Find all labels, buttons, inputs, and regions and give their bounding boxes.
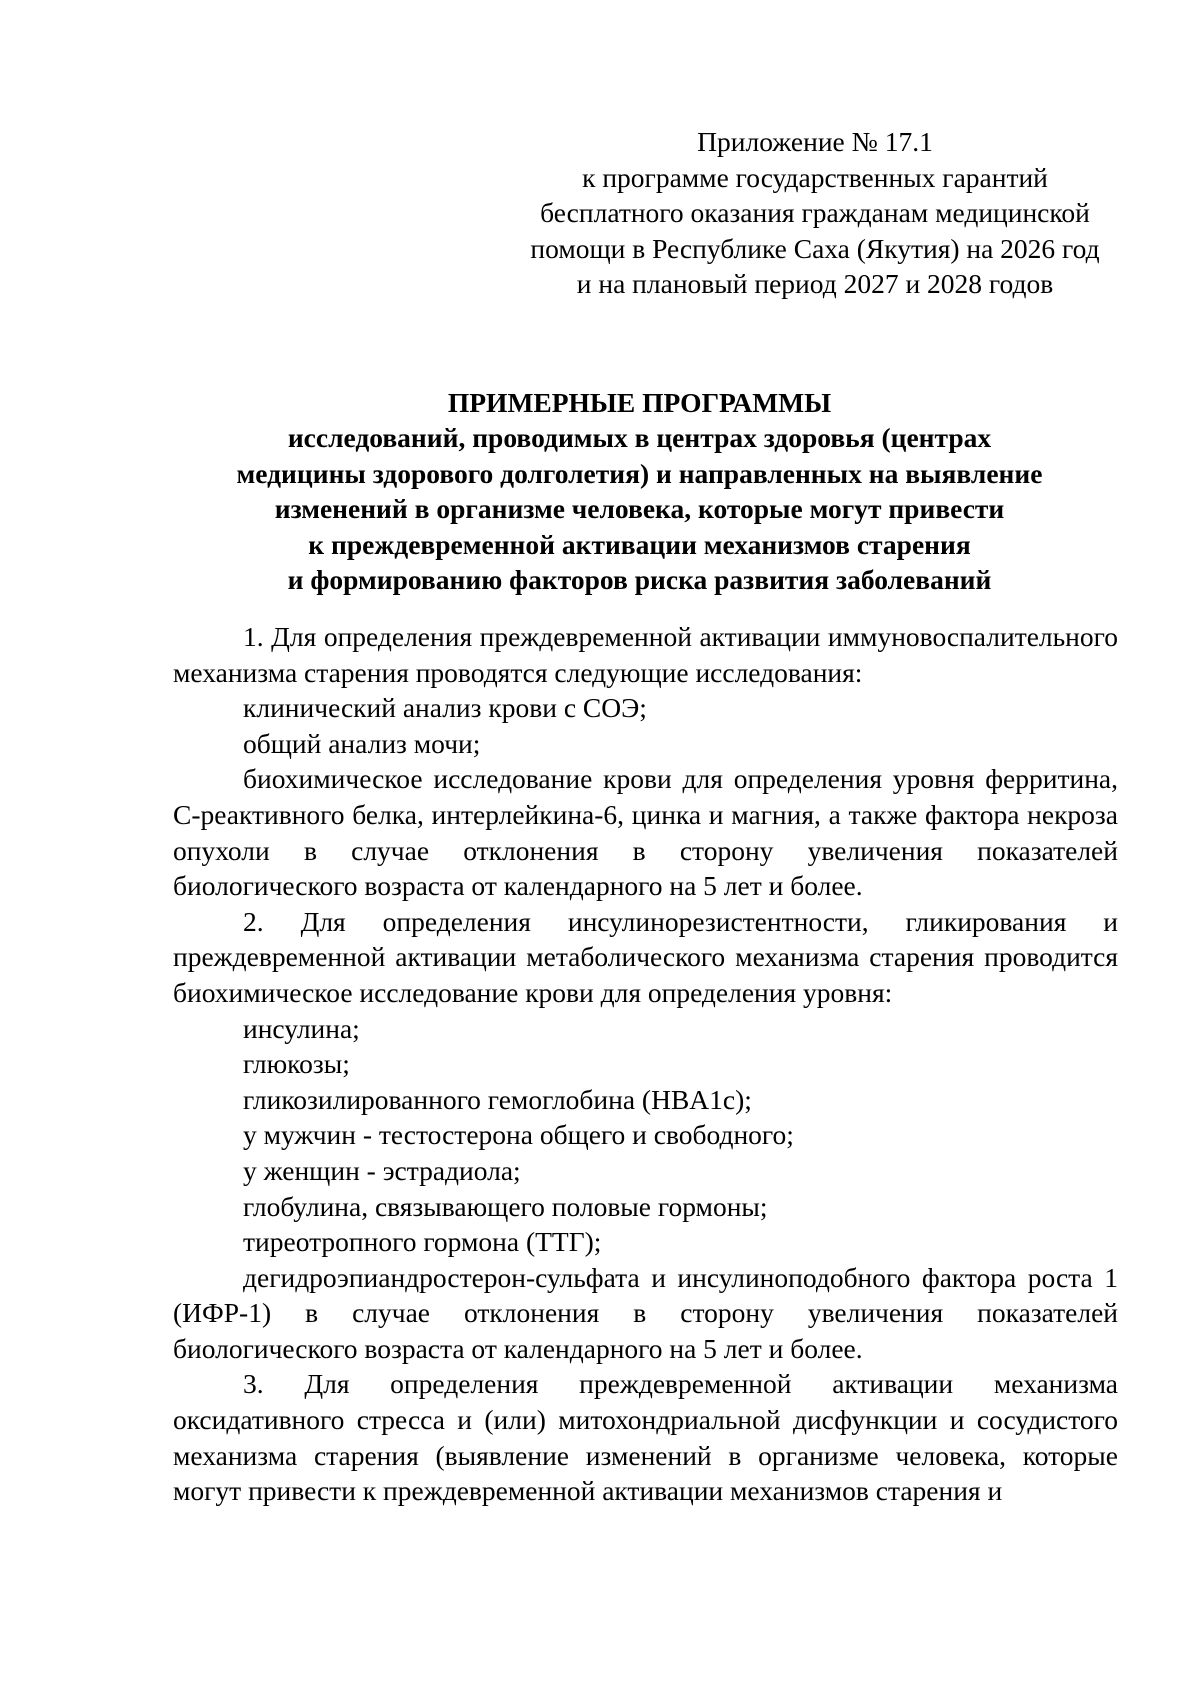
section-3-intro: 3. Для определения преждевременной активации механизма оксидативного стресса и (или) митохондриальной дисфункции и сосудистого механизма старения (выявление изменений в организме человека, которые могут привести к преждевременной активации механизмов старения и [173,1368,1118,1507]
section-2-intro: 2. Для определения инсулинорезистентности, гликирования и преждевременной активации метаболического механизма старения проводится биохимическое исследование крови для определения уровня: [173,905,1118,1008]
list-item: у женщин - эстрадиола; [243,1154,521,1186]
list-item: дегидроэпиандростерон-сульфата и инсулиноподобного фактора роста 1 (ИФР-1) в случае отклонения в сторону увеличения показателей биологического возраста от календарного на 5 лет и более. [173,1261,1118,1364]
list-item: клинический анализ крови с СОЭ; [243,692,647,724]
appendix-line: бесплатного оказания гражданам медицинской [540,197,1090,229]
list-item: инсулина; [243,1012,360,1044]
appendix-line: Приложение № 17.1 [697,126,933,157]
section-1-intro: 1. Для определения преждевременной активации иммуновоспалительного механизма старения проводятся следующие исследования: [173,621,1118,688]
list-item: тиреотропного гормона (ТТГ); [243,1226,602,1258]
list-item: общий анализ мочи; [243,727,481,759]
list-item: глобулина, связывающего половые гормоны; [243,1190,768,1222]
title-subtitle-line: исследований, проводимых в центрах здоровья (центрах [287,422,992,454]
document-title [173,385,1106,597]
appendix-line: и на плановый период 2027 и 2028 годов [576,268,1054,300]
list-item: биохимическое исследование крови для определения уровня ферритина, С-реактивного белка, интерлейкина-6, цинка и магния, а также фактора некроза опухоли в случае отклонения в сторону увеличения показателей биологического возраста от календарного на 5 лет и более. [173,763,1118,902]
list-item: глюкозы; [243,1048,350,1080]
appendix-header [480,124,1150,302]
list-item: у мужчин - тестостерона общего и свободного; [243,1119,794,1151]
appendix-line: к программе государственных гарантий [582,161,1048,193]
title-subtitle-line: изменений в организме человека, которые могут привести [274,493,1005,525]
list-item: гликозилированного гемоглобина (HBA1c); [243,1083,752,1115]
title-subtitle-line: медицины здорового долголетия) и направленных на выявление [236,457,1043,489]
document-body [173,619,1118,1509]
title-heading: ПРИМЕРНЫЕ ПРОГРАММЫ [447,387,832,418]
title-subtitle-line: и формированию факторов риска развития заболеваний [287,564,992,596]
title-subtitle-line: к преждевременной активации механизмов старения [308,528,971,560]
appendix-line: помощи в Республике Саха (Якутия) на 2026 год [530,232,1100,264]
